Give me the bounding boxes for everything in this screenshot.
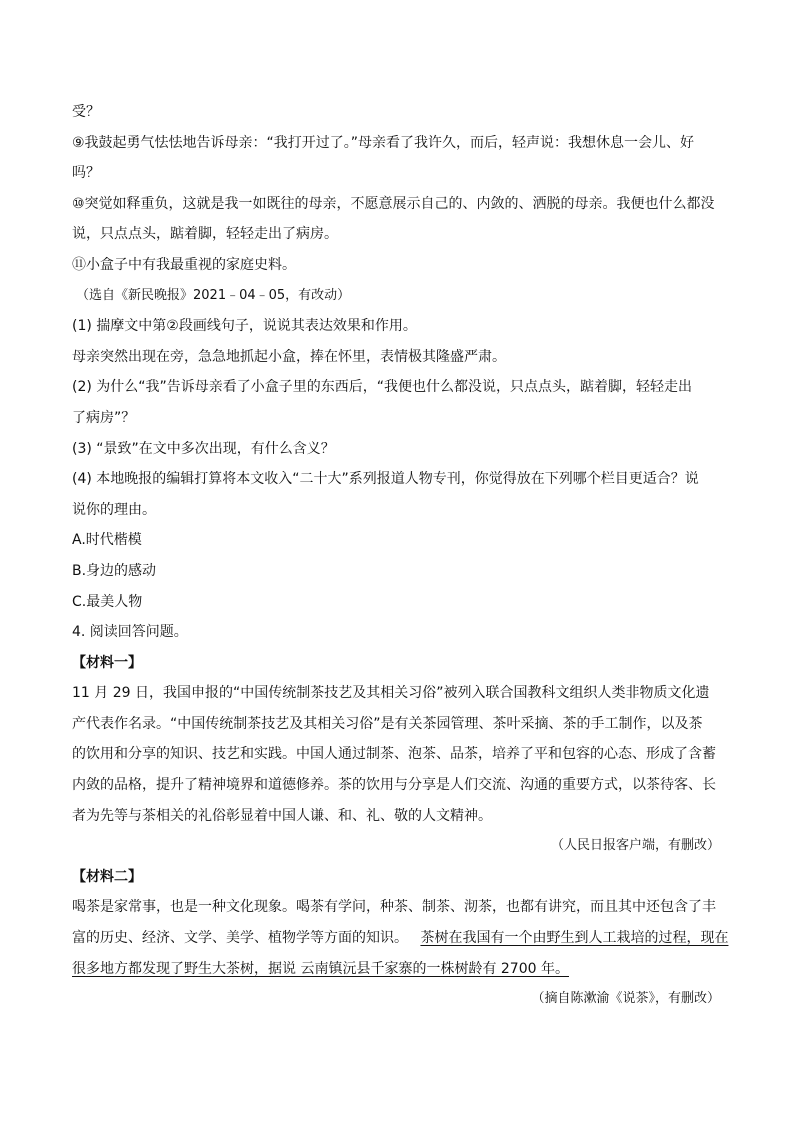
material-1-source: （人民日报客户端，有删改） xyxy=(550,838,720,854)
question-2: (2) 为什么“我”告诉母亲看了小盒子里的东西后，“我便也什么都没说，只点点头，踮着脚，轻轻走出 xyxy=(72,379,693,396)
material-2-source: （摘自陈漱渝《说茶》，有删改） xyxy=(531,991,720,1007)
option-a: A.时代楷模 xyxy=(72,532,142,549)
question-heading: 4. 阅读回答问题。 xyxy=(72,624,188,641)
text-line: 说你的理由。 xyxy=(72,501,156,518)
question-4: (4) 本地晚报的编辑打算将本文收入“二十大”系列报道人物专刊，你觉得放在下列哪个栏目更适合？说 xyxy=(72,471,699,488)
paragraph-11: ⑪小盒子中有我最重视的家庭史料。 xyxy=(72,256,296,273)
source-citation: （选自《新民晚报》2021﹣04﹣05，有改动） xyxy=(76,287,351,303)
paragraph-9: ⑨我鼓起勇气怯怯地告诉母亲：“我打开过了。”母亲看了我许久，而后，轻声说：我想休息一会儿、好 xyxy=(72,134,695,151)
underlined-sentence: 很多地方都发现了野生大茶树，据说 云南镇沅县千家寨的一株树龄有 2700 年。 xyxy=(72,960,569,977)
material-2-heading: 【材料二】 xyxy=(72,868,142,885)
question-3: (3) “景致”在文中多次出现，有什么含义？ xyxy=(72,440,335,457)
quoted-sentence: 母亲突然出现在旁，急急地抓起小盒，捧在怀里，表情极其隆盛严肃。 xyxy=(72,348,506,365)
text-line: 了病房”？ xyxy=(72,409,136,426)
underlined-sentence: 茶树在我国有一个由野生到人工栽培的过程，现在 xyxy=(420,930,729,947)
text-line: 说，只点点头，踮着脚，轻轻走出了病房。 xyxy=(72,226,338,243)
option-c: C.最美人物 xyxy=(72,593,143,610)
material-1-text: 产代表作名录。“中国传统制茶技艺及其相关习俗”是有关茶园管理、茶叶采摘、茶的手工制作，以及茶 xyxy=(72,715,703,732)
material-2-text xyxy=(72,923,729,954)
paragraph-10: ⑩突觉如释重负，这就是我一如既往的母亲，不愿意展示自己的、内敛的、洒脱的母亲。我便也什么都没 xyxy=(72,195,715,212)
text-line: 吗？ xyxy=(72,165,100,182)
document-body xyxy=(72,97,729,1015)
text-line: 受？ xyxy=(72,104,100,120)
material-1-text: 11 月 29 日，我国申报的“中国传统制茶技艺及其相关习俗”被列入联合国教科文组织人类非物质文化遗 xyxy=(72,685,710,702)
material-1-text: 的饮用和分享的知识、技艺和实践。中国人通过制茶、泡茶、品茶，培养了平和包容的心态、形成了含蓄 xyxy=(72,746,716,763)
material-1-heading: 【材料一】 xyxy=(72,654,142,671)
material-2-text: 喝茶是家常事，也是一种文化现象。喝茶有学问，种茶、制茶、沏茶，也都有讲究，而且其中还包含了丰 xyxy=(72,899,716,916)
material-1-text: 者为先等与茶相关的礼俗彰显着中国人谦、和、礼、敬的人文精神。 xyxy=(72,807,492,824)
material-2-plain: 富的历史、经济、文学、美学、植物学等方面的知识。 xyxy=(72,930,408,947)
material-1-text: 内敛的品格，提升了精神境界和道德修养。茶的饮用与分享是人们交流、沟通的重要方式，以茶待客、长 xyxy=(72,777,716,794)
option-b: B.身边的感动 xyxy=(72,562,157,579)
question-1: (1) 揣摩文中第②段画线句子，说说其表达效果和作用。 xyxy=(72,318,417,335)
